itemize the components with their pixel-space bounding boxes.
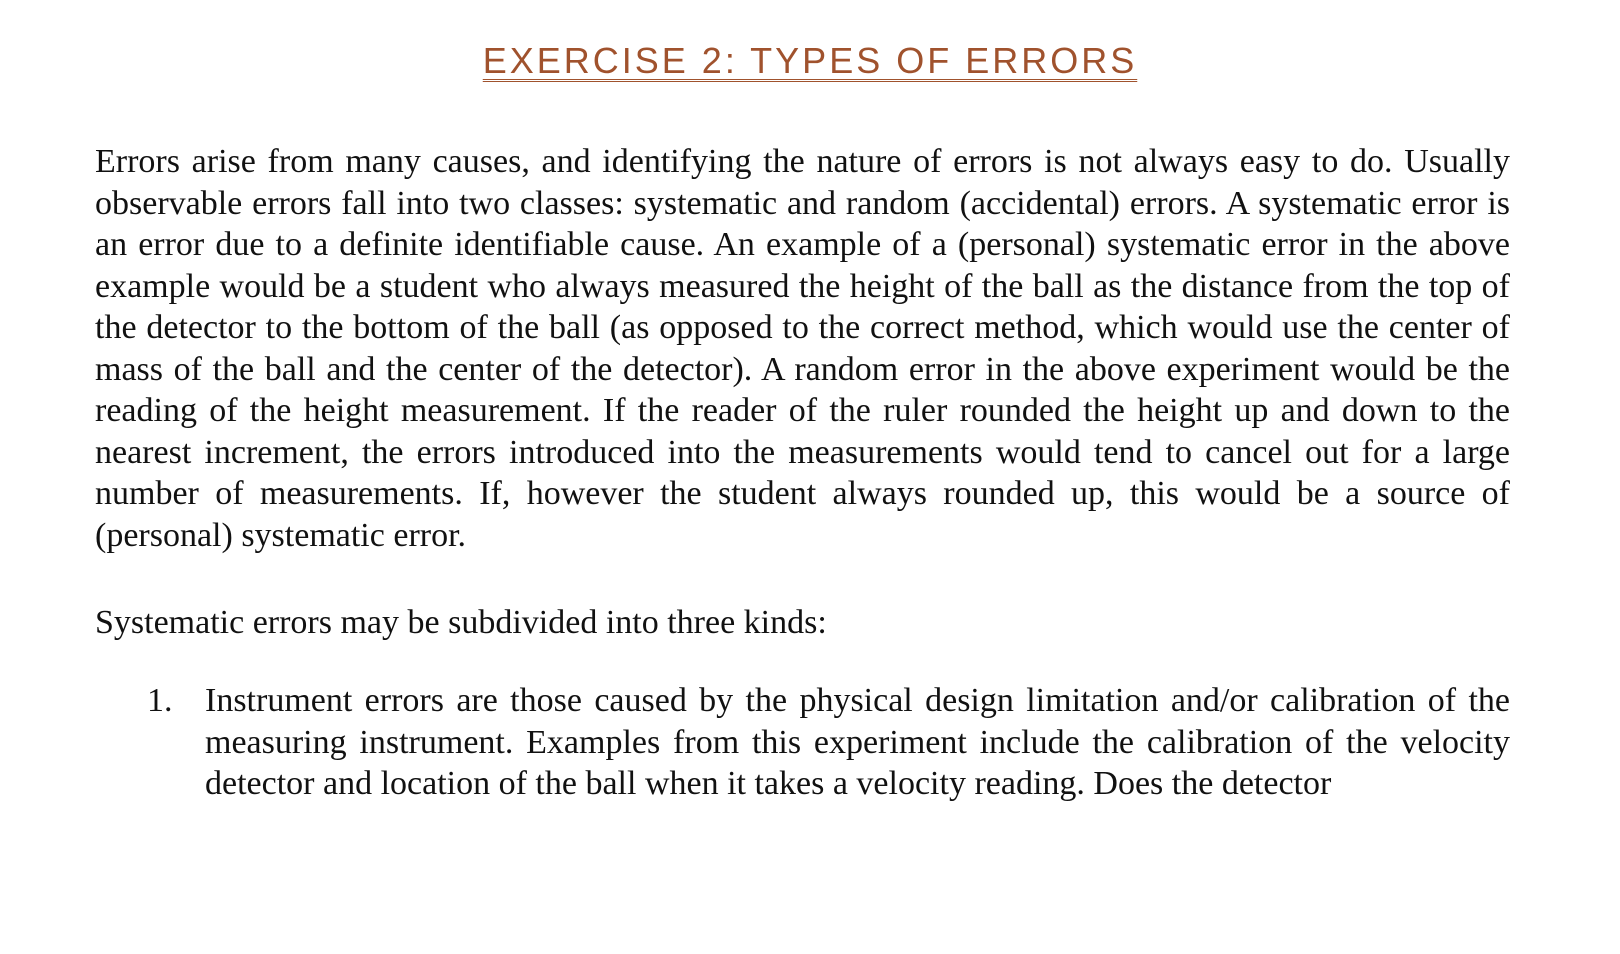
list-item: [147, 680, 1510, 805]
list-item-number: 1.: [147, 682, 173, 719]
exercise-title-text: EXERCISE 2: TYPES OF ERRORS: [482, 40, 1138, 81]
paragraph-error-types: Errors arise from many causes, and identifying the nature of errors is not always easy to do. Usually observable errors fall into two classes: systematic and random (accidental) errors. A systematic error is an error due to a definite identifiable cause. An example of a (personal) systematic error in the above example would be a student who always measured the height of the ball as the distance from the top of the detector to the bottom of the ball (as opposed to the correct method, which would use the center of mass of the ball and the center of the detector). A random error in the above experiment would be the reading of the height measurement. If the reader of the ruler rounded the height up and down to the nearest increment, the errors introduced into the measurements would tend to cancel out for a large number of measurements. If, however the student always rounded up, this would be a source of (personal) systematic error.: [95, 143, 1510, 554]
systematic-error-list: [147, 680, 1510, 805]
paragraph-systematic-intro: Systematic errors may be subdivided into three kinds:: [95, 604, 827, 641]
exercise-title: [0, 40, 1620, 82]
list-item-text: Instrument errors are those caused by the physical design limitation and/or calibration of the measuring instrument. Examples from this experiment include the calibration of the velocity detector and location of the ball when it takes a velocity reading. Does the detector: [205, 682, 1510, 802]
